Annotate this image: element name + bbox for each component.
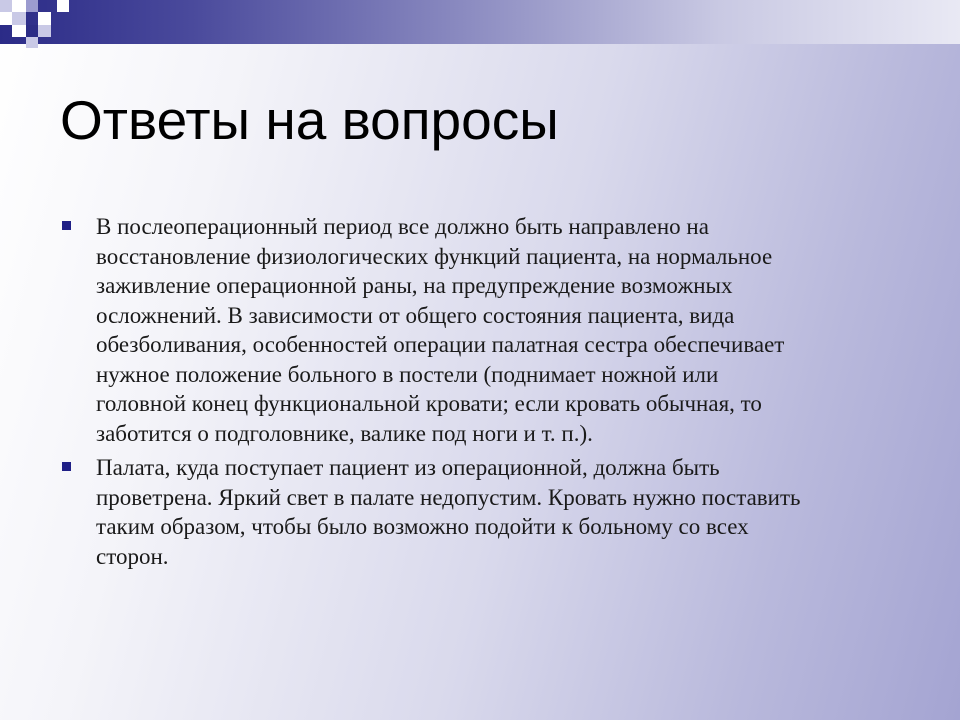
- bullet-line: обезболивания, особенностей операции палатная сестра обеспечивает: [96, 332, 785, 357]
- decor-square: [0, 0, 12, 12]
- decor-square: [57, 0, 69, 12]
- bullet-line: восстановление физиологических функций пациента, на нормальное: [96, 243, 773, 269]
- bullet-item: [58, 212, 908, 448]
- bullet-line: Палата, куда поступает пациент из операционной, должна быть: [96, 455, 720, 480]
- decor-square: [26, 25, 38, 37]
- bullet-line: осложнений. В зависимости от общего состояния пациента, вида: [96, 302, 735, 328]
- bullet-line: В послеоперационный период все должно быть направлено на: [96, 214, 709, 239]
- bullet-line: нужное положение больного в постели (поднимает ножной или: [96, 361, 719, 387]
- bullet-item: [58, 453, 908, 571]
- decor-square: [38, 12, 51, 25]
- bullet-line: заживление операционной раны, на предупреждение возможных: [96, 273, 733, 298]
- bullet-line: головной конец функциональной кровати; если кровать обычная, то: [96, 391, 762, 416]
- square-bullet-icon: [62, 462, 71, 471]
- square-bullet-icon: [62, 221, 71, 230]
- decor-square: [12, 12, 26, 25]
- header-band: [0, 0, 960, 44]
- decor-square: [26, 37, 38, 48]
- bullet-line: проветрена. Яркий свет в палате недопустим. Кровать нужно поставить: [96, 484, 801, 510]
- decor-square: [26, 0, 38, 12]
- decor-square: [12, 25, 26, 37]
- decor-square: [38, 25, 51, 37]
- slide-title: Ответы на вопросы: [60, 89, 559, 151]
- bullet-line: сторон.: [96, 543, 169, 569]
- decor-square: [12, 0, 26, 12]
- bullet-line: таким образом, чтобы было возможно подойти к больному со всех: [96, 514, 749, 539]
- bullet-line: заботится о подголовнике, валике под ноги и т. п.).: [96, 420, 593, 446]
- bullet-list: [58, 212, 908, 576]
- decor-square: [0, 12, 12, 25]
